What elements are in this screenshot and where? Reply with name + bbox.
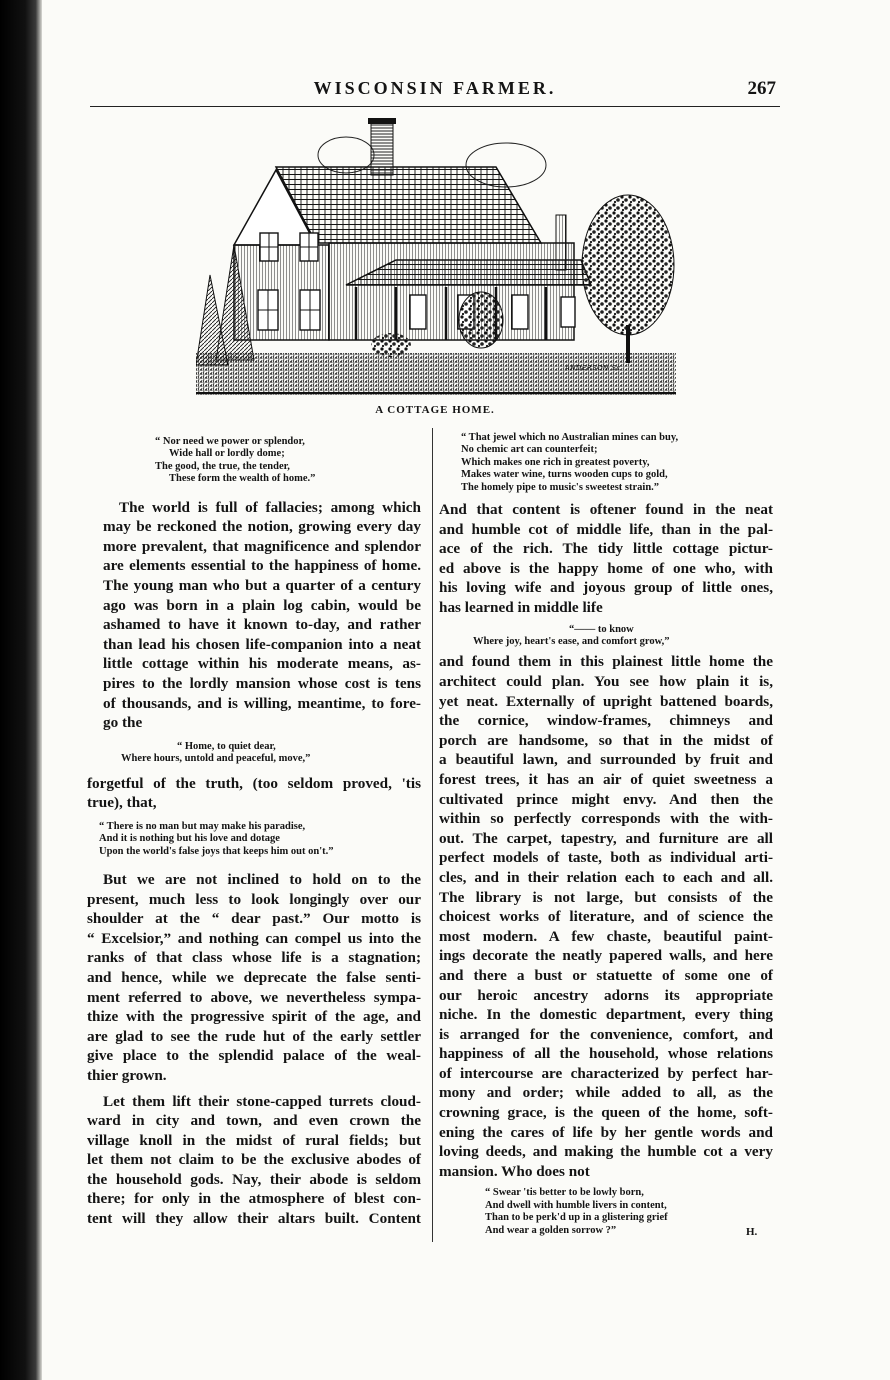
text-line: mony and order; while added to all, as the xyxy=(439,1084,773,1102)
left-paragraph-3 xyxy=(87,870,421,1086)
text-line: architect could plan. You see how plain it is, xyxy=(439,673,773,690)
text-line: his loving wife and joyous group of little ones, xyxy=(439,579,773,597)
left-paragraph-1 xyxy=(87,498,421,733)
poem-line: Wide hall or lordly dome; xyxy=(169,448,285,460)
text-line: of thousands, and is willing, meantime, to fore- xyxy=(103,694,421,712)
text-line: ening the cares of life by her gentle words and xyxy=(439,1123,773,1141)
text-line: thize with the progressive spirit of the age, and xyxy=(87,1008,421,1026)
left-paragraph-2 xyxy=(87,774,421,813)
poem-line: “—— to know xyxy=(569,623,634,635)
left-column xyxy=(87,432,421,1229)
text-line: there; for only in the atmosphere of blest con- xyxy=(87,1190,421,1208)
text-line: niche. In the domestic department, every thing xyxy=(439,1006,773,1024)
right-poem-2 xyxy=(439,624,773,649)
right-poem-1 xyxy=(439,432,773,494)
text-line: forest trees, it has an air of quiet sweetness a xyxy=(439,770,773,788)
text-line: But we are not inclined to hold on to the xyxy=(103,870,421,888)
text-line: pires to the lordly mansion whose cost is tens xyxy=(103,674,421,692)
text-line: “ Excelsior,” and nothing can compel us into the xyxy=(87,929,421,947)
text-line: and found them in this plainest little home the xyxy=(439,653,773,671)
text-line: The library is not large, but consists of the xyxy=(439,888,773,906)
text-line: has learned in middle life xyxy=(439,599,603,616)
poem-line: “ There is no man but may make his paradise, xyxy=(99,820,306,832)
poem-line: Where hours, untold and peaceful, move,” xyxy=(121,753,311,765)
text-line: ranks of that class whose life is a stagnation; xyxy=(87,949,421,967)
text-line: ace of the rich. The tidy little cottage pictur- xyxy=(439,540,773,558)
text-line: cles, and in their relation each to each and all. xyxy=(439,868,773,886)
text-line: ment referred to above, we nevertheless sympa- xyxy=(87,988,421,1006)
right-paragraph-2 xyxy=(439,652,773,1181)
right-poem-3 xyxy=(439,1187,773,1237)
poem-line: “ That jewel which no Australian mines can buy, xyxy=(461,432,679,443)
left-poem-1 xyxy=(87,436,421,486)
text-line: is arranged for the convenience, comfort, and xyxy=(439,1025,773,1043)
text-line: ashamed to have it known to-day, and rather xyxy=(103,616,421,634)
text-line: are glad to see the rude hut of the early settler xyxy=(87,1027,421,1045)
text-line: out. The carpet, tapestry, and furniture are all xyxy=(439,829,773,847)
page-number: 267 xyxy=(747,78,776,99)
cottage-illustration xyxy=(196,115,676,395)
text-line: And that content is oftener found in the neat xyxy=(439,501,773,519)
text-line: mansion. Who does not xyxy=(439,1162,590,1180)
poem-line: And it is nothing but his love and dotage xyxy=(99,833,280,845)
text-line: yet neat. Externally of upright battened boards, xyxy=(439,692,773,710)
text-line: present, much less to look longingly over our xyxy=(87,890,421,908)
left-paragraph-4 xyxy=(87,1092,421,1229)
book-spine-shadow xyxy=(0,0,42,1380)
right-paragraph-1 xyxy=(439,500,773,618)
text-line: loving deeds, and making the humble cot a very xyxy=(439,1143,773,1161)
illustration-caption: A COTTAGE HOME. xyxy=(375,404,495,416)
text-line: ings decorate the neatly papered walls, and here xyxy=(439,947,773,965)
text-line: than lead his chosen life-companion into a neat xyxy=(103,635,421,653)
text-line: most modern. A few chaste, beautiful paint- xyxy=(439,927,773,945)
right-column xyxy=(439,432,773,1237)
text-line: crowning grace, is the queen of the home, soft- xyxy=(439,1104,773,1122)
text-line: thier grown. xyxy=(87,1066,167,1084)
running-header xyxy=(90,78,780,107)
text-line: The world is full of fallacies; among which xyxy=(119,498,421,516)
text-line: forgetful of the truth, (too seldom proved, 'tis xyxy=(87,774,421,792)
author-initial: H. xyxy=(746,1226,758,1238)
text-line: let them not claim to be the exclusive abodes of xyxy=(87,1151,421,1169)
text-line: ward in city and town, and even crown the xyxy=(87,1112,421,1130)
poem-line: And dwell with humble livers in content, xyxy=(485,1199,667,1211)
text-line: shoulder at the “ dear past.” Our motto is xyxy=(87,910,421,928)
text-line: more prevalent, that magnificence and splendor xyxy=(103,537,421,555)
poem-line: Where joy, heart's ease, and comfort grow,” xyxy=(473,636,670,647)
text-line: cultivated prince might envy. And then the xyxy=(439,790,773,808)
poem-line: Than to be perk'd up in a glistering grief xyxy=(485,1212,668,1224)
text-line: tent will they allow their altars built. Content xyxy=(87,1210,421,1228)
poem-line: And wear a golden sorrow ?” xyxy=(485,1224,617,1236)
engraver-signature: ANDERSON Sc xyxy=(565,364,621,372)
poem-line: “ Swear 'tis better to be lowly born, xyxy=(485,1187,644,1199)
text-line: The young man who but a quarter of a century xyxy=(103,577,421,594)
text-line: a beautiful lawn, and surrounded by fruit and xyxy=(439,751,773,769)
text-line: our heroic ancestry adorns its appropriate xyxy=(439,986,773,1004)
text-line: little cottage within his moderate means, as- xyxy=(103,655,421,673)
text-line: and there a bust or statuette of some one of xyxy=(439,966,773,984)
text-line: ago was born in a plain log cabin, would be xyxy=(103,596,421,614)
left-poem-3 xyxy=(87,821,421,858)
text-line: give place to the splendid palace of the weal- xyxy=(87,1047,421,1065)
text-line: village knoll in the midst of rural fields; but xyxy=(87,1131,421,1149)
text-line: within so perfectly corresponds with the with- xyxy=(439,810,773,828)
poem-line: The homely pipe to music's sweetest strain.” xyxy=(461,481,660,493)
poem-line: “ Home, to quiet dear, xyxy=(177,740,276,752)
text-line: the household gods. Nay, their abode is seldom xyxy=(87,1170,421,1188)
poem-line: Upon the world's false joys that keeps him out on't.” xyxy=(99,845,334,857)
text-line: true), that, xyxy=(87,794,157,812)
text-line: and hence, while we deprecate the false senti- xyxy=(87,968,421,986)
text-line: the cornice, window-frames, chimneys and xyxy=(439,712,773,730)
text-line: of intercourse are characterized by perfect har- xyxy=(439,1064,773,1082)
poem-line: Which makes one rich in greatest poverty, xyxy=(461,456,650,468)
text-line: and humble cot of middle life, than in the pal- xyxy=(439,520,773,538)
text-line: choicest works of literature, and of science the xyxy=(439,908,773,926)
left-poem-2 xyxy=(87,741,421,766)
text-line: porch are handsome, so that in the midst of xyxy=(439,731,773,749)
text-line: may be reckoned the notion, growing every day xyxy=(103,518,421,536)
text-line: go the xyxy=(103,714,143,732)
poem-line: The good, the true, the tender, xyxy=(155,460,290,472)
text-line: ed above is the happy home of one who, with xyxy=(439,559,773,577)
poem-line: “ Nor need we power or splendor, xyxy=(155,436,305,447)
text-line: are elements essential to the happiness of home. xyxy=(103,557,421,575)
text-line: perfect models of taste, both as individual arti- xyxy=(439,849,773,867)
column-divider xyxy=(432,428,433,1242)
periodical-title: WISCONSIN FARMER. xyxy=(313,78,557,98)
text-line: Let them lift their stone-capped turrets cloud- xyxy=(103,1092,421,1110)
poem-line: No chemic art can counterfeit; xyxy=(461,444,598,456)
poem-line: Makes water wine, turns wooden cups to gold, xyxy=(461,469,668,481)
poem-line: These form the wealth of home.” xyxy=(169,473,316,485)
text-line: happiness of all the household, whose relations xyxy=(439,1045,773,1063)
